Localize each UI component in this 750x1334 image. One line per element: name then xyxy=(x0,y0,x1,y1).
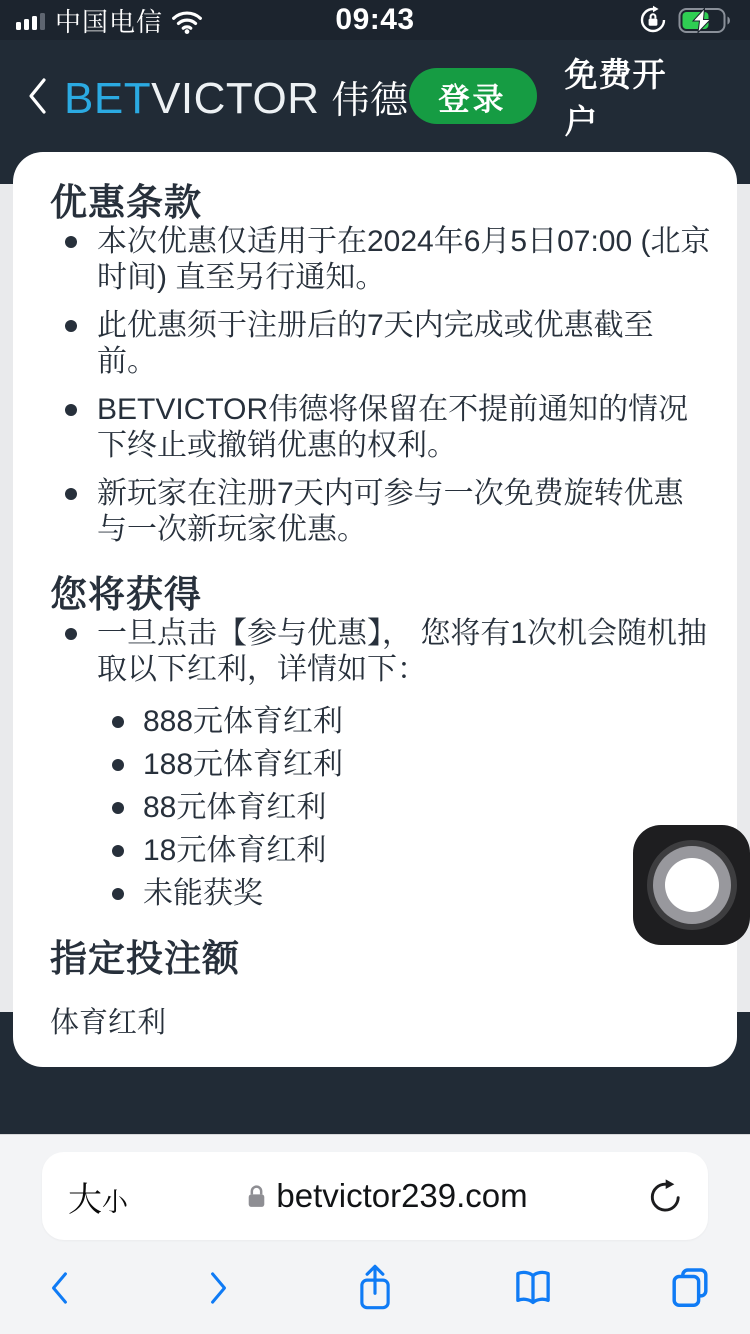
text-size-button[interactable] xyxy=(68,1172,128,1221)
signup-link[interactable]: 免费开户 xyxy=(564,56,667,140)
url-text: betvictor239.com xyxy=(276,1177,528,1214)
terms-item: 本次优惠仅适用于在2024年6月5日07:00 (北京时间) 直至另行通知。 xyxy=(50,224,711,296)
chevron-left-icon xyxy=(47,1266,73,1310)
chevron-right-icon xyxy=(205,1266,231,1310)
nav-back-button[interactable] xyxy=(28,1258,92,1318)
share-button[interactable] xyxy=(343,1258,407,1318)
reward-item: 18元体育红利 xyxy=(97,833,711,869)
reload-button[interactable] xyxy=(646,1178,682,1214)
back-button[interactable] xyxy=(26,77,48,115)
rewards-list xyxy=(50,616,711,912)
nav-forward-button[interactable] xyxy=(186,1258,250,1318)
text-size-big-label: 大 xyxy=(68,1180,102,1219)
safari-bottom-bar xyxy=(0,1134,750,1334)
rewards-sublist xyxy=(97,704,711,912)
page-gutter-left xyxy=(0,184,13,1012)
betvictor-logo[interactable] xyxy=(64,69,409,124)
rewards-intro-item xyxy=(50,616,711,912)
assistive-touch-icon xyxy=(647,840,737,930)
terms-item: 新玩家在注册7天内可参与一次免费旋转优惠与一次新玩家优惠。 xyxy=(50,476,711,548)
site-header xyxy=(0,40,750,152)
terms-list xyxy=(50,224,711,548)
logo-cn: 伟德 xyxy=(331,79,409,122)
reward-item: 188元体育红利 xyxy=(97,747,711,783)
promo-terms-card xyxy=(13,152,737,1067)
reward-item: 888元体育红利 xyxy=(97,704,711,740)
reward-item: 88元体育红利 xyxy=(97,790,711,826)
terms-item: BETVICTOR伟德将保留在不提前通知的情况下终止或撤销优惠的权利。 xyxy=(50,392,711,464)
url-display[interactable] xyxy=(128,1177,646,1215)
chevron-left-icon xyxy=(26,77,48,115)
bookmarks-button[interactable] xyxy=(501,1258,565,1318)
assistive-touch-button[interactable] xyxy=(633,825,750,945)
terms-item: 此优惠须于注册后的7天内完成或优惠截至前。 xyxy=(50,308,711,380)
orientation-lock-icon xyxy=(638,5,668,35)
stake-value: 体育红利 xyxy=(50,1007,167,1039)
reload-icon xyxy=(646,1178,682,1214)
url-bar[interactable] xyxy=(42,1152,708,1240)
terms-heading: 优惠条款 xyxy=(50,182,202,223)
page-content xyxy=(0,152,750,1134)
rewards-intro: 一旦点击【参与优惠】， 您将有1次机会随机抽取以下红利，详情如下： xyxy=(97,617,708,686)
stake-heading: 指定投注额 xyxy=(50,938,240,979)
reward-item: 未能获奖 xyxy=(97,876,711,912)
share-icon xyxy=(354,1261,396,1315)
carrier-label: 中国电信 xyxy=(55,6,164,37)
status-time: 09:43 xyxy=(335,3,415,36)
rewards-heading: 您将获得 xyxy=(50,574,202,615)
book-icon xyxy=(508,1266,558,1310)
signal-bars-icon xyxy=(16,13,45,30)
tabs-button[interactable] xyxy=(658,1258,722,1318)
logo-victor: VICTOR xyxy=(151,73,320,123)
safari-toolbar xyxy=(0,1258,750,1318)
wifi-icon xyxy=(171,10,203,34)
login-button[interactable]: 登录 xyxy=(409,68,537,124)
padlock-icon xyxy=(246,1183,267,1210)
status-bar xyxy=(0,0,750,40)
text-size-small-label: 小 xyxy=(102,1186,129,1217)
battery-charging-icon xyxy=(678,7,734,34)
tabs-icon xyxy=(667,1265,713,1311)
logo-bet: BET xyxy=(64,73,152,123)
